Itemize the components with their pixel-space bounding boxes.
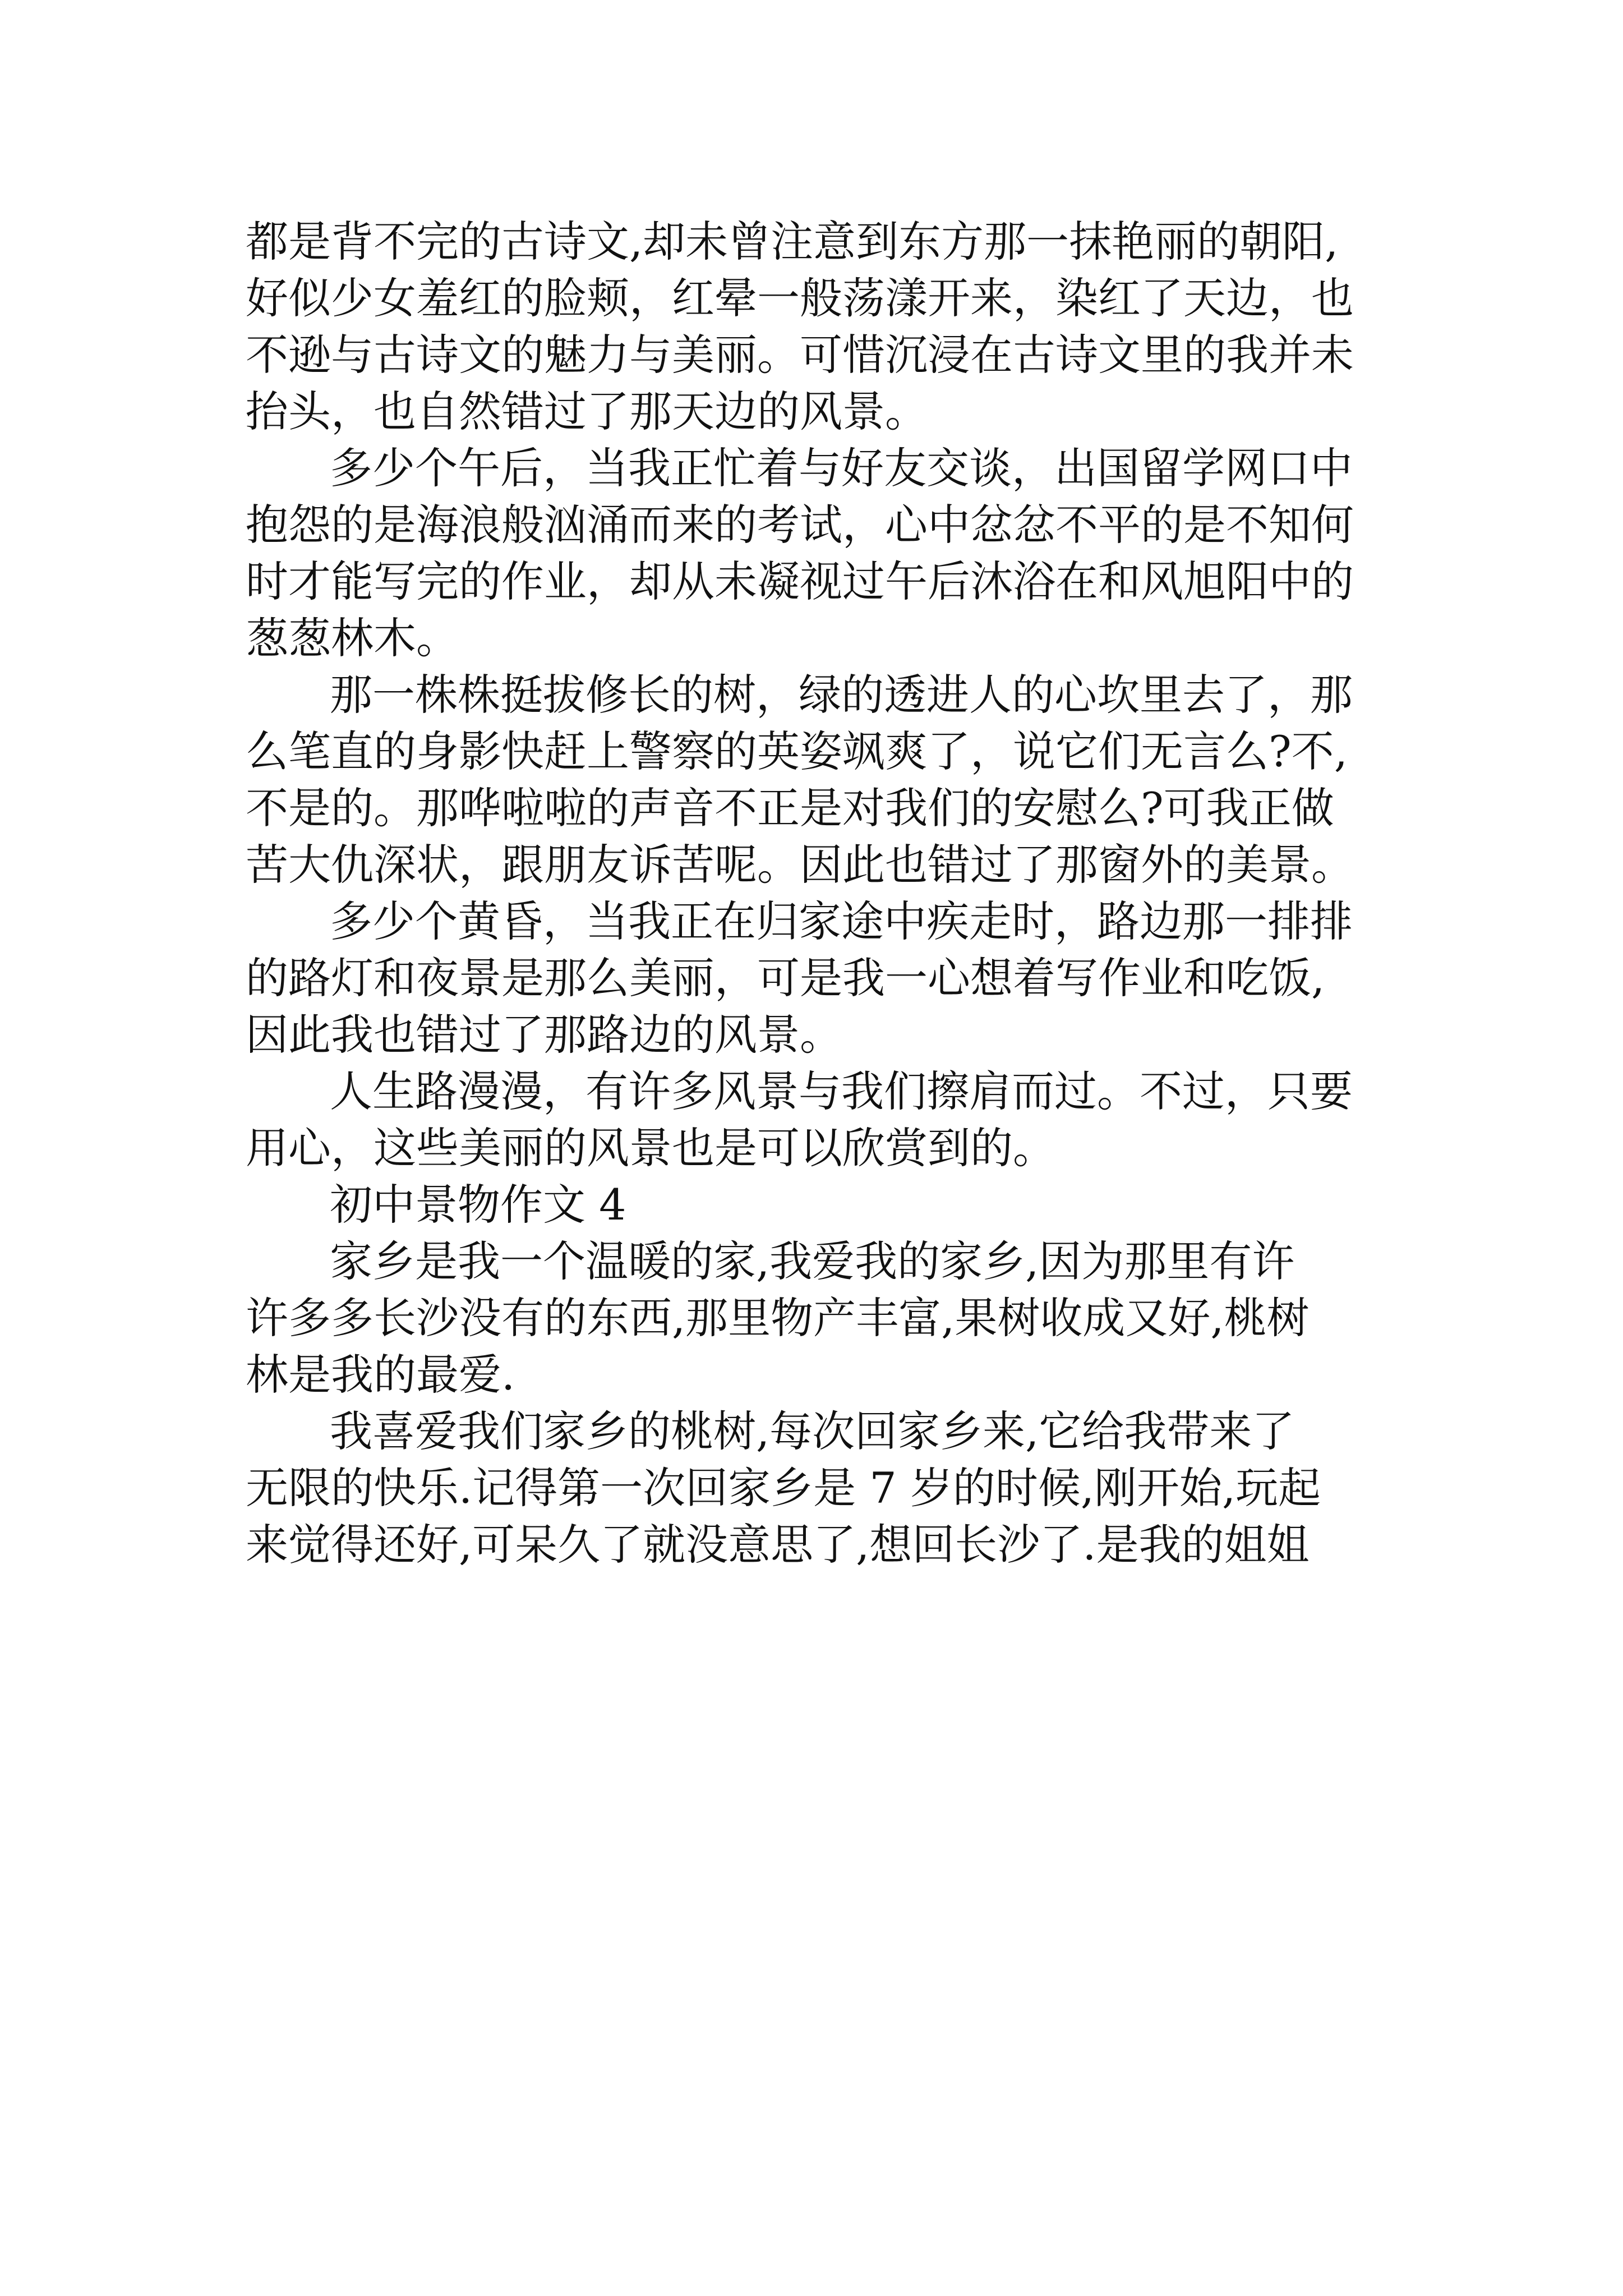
text-line: 时才能写完的作业，却从未凝视过午后沐浴在和风旭阳中的 <box>246 556 1354 606</box>
text-line: 的路灯和夜景是那么美丽，可是我一心想着写作业和吃饭, <box>246 953 1325 1003</box>
text-line: 不是的。那哗啦啦的声音不正是对我们的安慰么?可我正做 <box>246 783 1334 833</box>
text-line: 来觉得还好,可呆久了就没意思了,想回长沙了.是我的姐姐 <box>246 1520 1310 1570</box>
text-line: 用心，这些美丽的风景也是可以欣赏到的。 <box>246 1123 1055 1173</box>
text-line: 无限的快乐.记得第一次回家乡是 7 岁的时候,刚开始,玩起 <box>246 1463 1321 1513</box>
section-heading: 初中景物作文 4 <box>330 1180 626 1230</box>
text-line: 人生路漫漫，有许多风景与我们擦肩而过。不过，只要 <box>330 1066 1353 1116</box>
document-body <box>246 213 1412 1573</box>
text-line: 许多多长沙没有的东西,那里物产丰富,果树收成又好,桃树 <box>246 1293 1310 1343</box>
text-line: 抱怨的是海浪般汹涌而来的考试，心中忿忿不平的是不知何 <box>246 500 1354 550</box>
text-line: 苦大仇深状，跟朋友诉苦呢。因此也错过了那窗外的美景。 <box>246 840 1354 890</box>
text-line: 都是背不完的古诗文,却未曾注意到东方那一抹艳丽的朝阳, <box>246 217 1339 266</box>
text-line: 葱葱林木。 <box>246 613 459 663</box>
text-line: 好似少女羞红的脸颊，红晕一般荡漾开来，染红了天边，也 <box>246 273 1354 323</box>
text-line: 么笔直的身影快赶上警察的英姿飒爽了，说它们无言么?不, <box>246 726 1348 776</box>
text-line: 多少个黄昏，当我正在归家途中疾走时，路边那一排排 <box>330 896 1353 946</box>
text-line: 不逊与古诗文的魅力与美丽。可惜沉浸在古诗文里的我并未 <box>246 330 1354 380</box>
text-line: 多少个午后，当我正忙着与好友交谈，出国留学网口中 <box>330 443 1353 493</box>
text-line: 林是我的最爱. <box>246 1350 515 1400</box>
text-line: 我喜爱我们家乡的桃树,每次回家乡来,它给我带来了 <box>330 1406 1295 1456</box>
text-line: 抬头，也自然错过了那天边的风景。 <box>246 386 928 436</box>
text-line: 那一株株挺拔修长的树，绿的透进人的心坎里去了，那 <box>330 670 1353 720</box>
text-line: 家乡是我一个温暖的家,我爱我的家乡,因为那里有许 <box>330 1236 1295 1286</box>
text-line: 因此我也错过了那路边的风景。 <box>246 1010 842 1060</box>
